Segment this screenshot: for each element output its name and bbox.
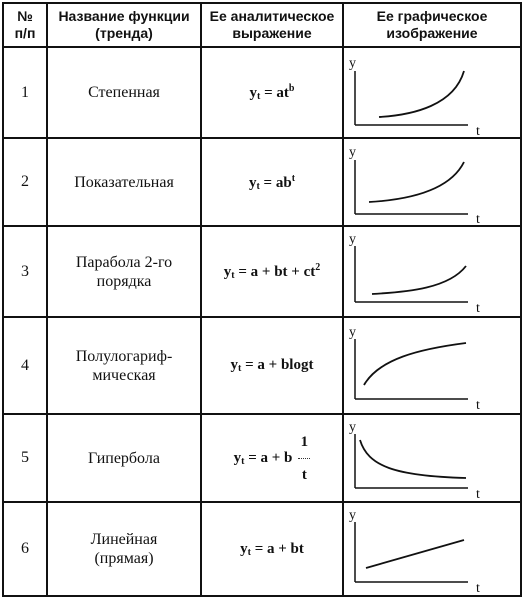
- hyperbola-graph: [344, 416, 518, 500]
- function-name: [47, 414, 201, 502]
- header-name-line1: Название функции: [58, 8, 190, 24]
- formula-exp: t: [291, 172, 296, 184]
- formula-y: y: [223, 264, 232, 280]
- fraction-denominator: t: [301, 466, 307, 483]
- graph-cell: [343, 317, 521, 414]
- formula-body: = at: [260, 85, 289, 101]
- function-name: [47, 47, 201, 138]
- hyperbola-curve: [360, 440, 466, 478]
- row-number: 2: [3, 138, 47, 226]
- axis-label-y: y: [349, 56, 356, 71]
- axis-label-t: t: [476, 301, 480, 315]
- function-name: [47, 138, 201, 226]
- header-row: [3, 3, 521, 47]
- formula-sub: t: [247, 546, 251, 558]
- row-number: 1: [3, 47, 47, 138]
- fraction-numerator: 1: [300, 433, 309, 450]
- header-graph-line1: Ее графическое: [376, 8, 488, 24]
- formula-hyperbola: [201, 414, 343, 502]
- parabola-curve: [372, 266, 466, 294]
- trend-functions-table: [2, 2, 522, 597]
- header-name-line2: (тренда): [95, 25, 153, 41]
- function-name: [47, 502, 201, 596]
- formula-y: y: [248, 174, 257, 191]
- formula-y: y: [240, 540, 248, 557]
- axis-label-y: y: [349, 420, 356, 435]
- formula-body: = a + blogt: [241, 357, 314, 373]
- function-name-line1: Парабола 2-го: [75, 253, 173, 271]
- formula-exp: 2: [315, 262, 321, 273]
- formula-semilog: [201, 317, 343, 414]
- fraction-bar: [298, 458, 310, 459]
- graph-cell: [343, 138, 521, 226]
- exponential-curve: [369, 162, 464, 202]
- header-number-line2: п/п: [14, 25, 36, 41]
- axis-label-t: t: [476, 124, 480, 136]
- axis-label-y: y: [349, 325, 356, 340]
- formula-sub: t: [256, 180, 260, 192]
- header-graph-line2: изображение: [386, 25, 478, 41]
- function-name-line2: мическая: [92, 366, 156, 384]
- table-row-4: [3, 317, 521, 414]
- semilog-curve: [364, 343, 466, 385]
- table-row-1: [3, 47, 521, 138]
- axis-label-t: t: [476, 212, 480, 224]
- formula-y: y: [233, 449, 242, 466]
- formula-y: y: [230, 357, 239, 373]
- header-expr-line1: Ее аналитическое: [209, 8, 335, 24]
- fraction: [298, 434, 310, 483]
- function-name-line1: Полулогариф-: [75, 347, 173, 365]
- formula-sub: t: [238, 363, 242, 374]
- row-number: 3: [3, 226, 47, 317]
- function-name: [47, 317, 201, 414]
- formula-sub: t: [231, 270, 235, 281]
- header-function-name: [47, 3, 201, 47]
- row-number: 4: [3, 317, 47, 414]
- axis-label-y: y: [349, 145, 356, 160]
- formula-power: [201, 47, 343, 138]
- formula-body: = a + bt + ct: [234, 264, 316, 280]
- table-row-2: [3, 138, 521, 226]
- function-name-line2: порядка: [96, 272, 152, 290]
- header-graph: [343, 3, 521, 47]
- table-row-5: [3, 414, 521, 502]
- function-name-line2: (прямая): [94, 550, 154, 567]
- formula-parabola: [201, 226, 343, 317]
- formula-body: = a + bt: [250, 540, 304, 557]
- function-name: [47, 226, 201, 317]
- function-name-line1: Линейная: [90, 531, 158, 548]
- graph-cell: [343, 47, 521, 138]
- function-name-line1: Гипербола: [88, 449, 160, 467]
- axis-label-t: t: [476, 398, 480, 412]
- parabola-graph: [344, 228, 518, 315]
- axis-label-t: t: [476, 487, 480, 500]
- table-row-3: [3, 226, 521, 317]
- axis-label-y: y: [349, 508, 356, 523]
- hyperbola-expression: [234, 434, 311, 483]
- graph-cell: [343, 414, 521, 502]
- graph-cell: [343, 226, 521, 317]
- header-expr-line2: выражение: [232, 25, 312, 41]
- graph-cell: [343, 502, 521, 596]
- power-curve: [379, 71, 464, 117]
- header-expression: [201, 3, 343, 47]
- header-number: [3, 3, 47, 47]
- formula-sub: t: [257, 91, 261, 102]
- table-row-6: [3, 502, 521, 596]
- axis-label-y: y: [349, 232, 356, 247]
- formula-exponential: [201, 138, 343, 226]
- exponential-graph: [344, 140, 518, 224]
- function-name-line1: Степенная: [88, 84, 160, 101]
- semilog-graph: [344, 319, 518, 412]
- formula-linear: [201, 502, 343, 596]
- row-number: 5: [3, 414, 47, 502]
- power-graph: [344, 49, 518, 136]
- formula-exp: b: [288, 83, 295, 94]
- header-number-line1: №: [17, 8, 33, 24]
- formula-body: = ab: [259, 174, 292, 191]
- linear-graph: [344, 504, 518, 594]
- row-number: 6: [3, 502, 47, 596]
- function-name-line1: Показательная: [74, 173, 174, 191]
- formula-sub: t: [241, 455, 245, 467]
- formula-body: = a + b: [244, 449, 293, 466]
- formula-y: y: [249, 85, 258, 101]
- axis-label-t: t: [476, 581, 480, 594]
- linear-line: [366, 540, 464, 568]
